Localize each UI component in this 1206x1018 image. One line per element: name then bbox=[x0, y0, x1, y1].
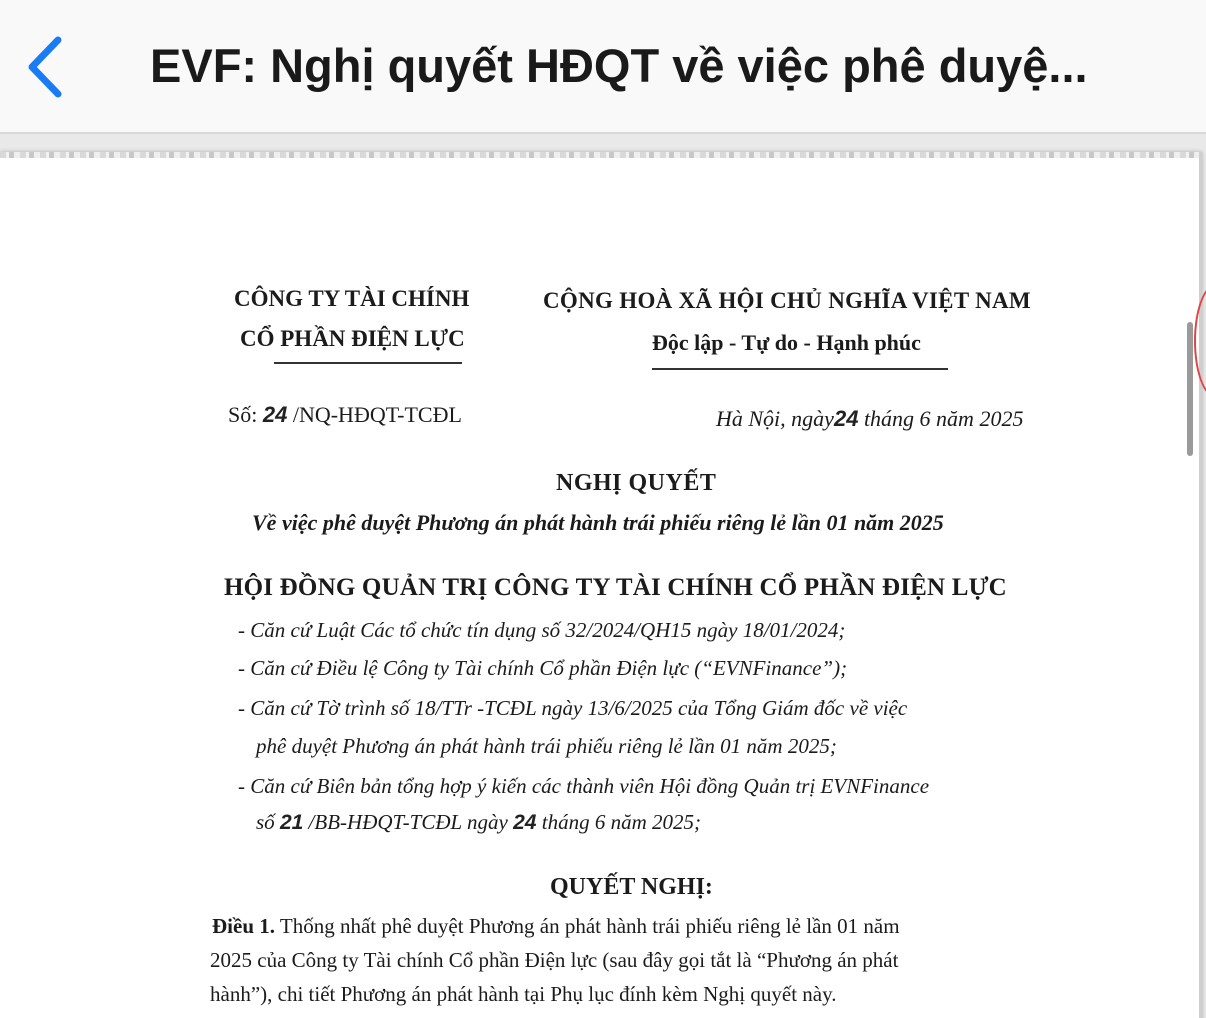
legal-basis-4-cont: số 21 /BB-HĐQT-TCĐL ngày 24 tháng 6 năm 2025; bbox=[256, 810, 701, 834]
nation-header: CỘNG HOÀ XÃ HỘI CHỦ NGHĨA VIỆT NAM bbox=[543, 288, 1031, 313]
company-name-line2: CỔ PHẦN ĐIỆN LỰC bbox=[240, 326, 465, 351]
article-1-line3: hành”), chi tiết Phương án phát hành tại Phụ lục đính kèm Nghị quyết này. bbox=[210, 982, 837, 1006]
handwritten-date-day: 24 bbox=[833, 406, 859, 431]
legal-basis-4: - Căn cứ Biên bản tổng hợp ý kiến các thành viên Hội đồng Quản trị EVNFinance bbox=[238, 774, 930, 798]
decision-heading: QUYẾT NGHỊ: bbox=[550, 874, 713, 900]
company-name-line1: CÔNG TY TÀI CHÍNH bbox=[234, 286, 470, 311]
article-label: Điều 1. bbox=[212, 914, 275, 938]
vertical-scrollbar[interactable] bbox=[1187, 322, 1193, 456]
motto-underline bbox=[652, 368, 948, 370]
reference-number: Số: 24 /NQ-HĐQT-TCĐL bbox=[228, 402, 462, 427]
article-1-line1: Điều 1. Thống nhất phê duyệt Phương án phát hành trái phiếu riêng lẻ lần 01 năm bbox=[212, 914, 900, 938]
handwritten-ref-number: 24 bbox=[262, 402, 288, 427]
nation-motto: Độc lập - Tự do - Hạnh phúc bbox=[652, 330, 921, 355]
resolution-title: NGHỊ QUYẾT bbox=[556, 470, 717, 496]
legal-basis-3-cont: phê duyệt Phương án phát hành trái phiếu riêng lẻ lần 01 năm 2025; bbox=[256, 734, 837, 758]
page-scan-edge bbox=[0, 152, 1202, 158]
back-button[interactable] bbox=[22, 34, 72, 100]
chevron-left-icon bbox=[22, 34, 72, 100]
handwritten-minutes-day: 24 bbox=[513, 811, 537, 834]
legal-basis-1: - Căn cứ Luật Các tổ chức tín dụng số 32/2024/QH15 ngày 18/01/2024; bbox=[238, 618, 846, 642]
resolution-subtitle: Về việc phê duyệt Phương án phát hành trái phiếu riêng lẻ lần 01 năm 2025 bbox=[252, 510, 944, 535]
board-heading: HỘI ĐỒNG QUẢN TRỊ CÔNG TY TÀI CHÍNH CỔ PHẦN ĐIỆN LỰC bbox=[224, 574, 1007, 601]
article-1-line2: 2025 của Công ty Tài chính Cổ phần Điện lực (sau đây gọi tắt là “Phương án phát bbox=[210, 948, 899, 972]
navigation-bar bbox=[0, 0, 1206, 134]
page-right-edge bbox=[1199, 152, 1202, 1018]
legal-basis-2: - Căn cứ Điều lệ Công ty Tài chính Cổ phần Điện lực (“EVNFinance”); bbox=[238, 656, 848, 680]
legal-basis-3: - Căn cứ Tờ trình số 18/TTr -TCĐL ngày 13/6/2025 của Tổng Giám đốc về việc bbox=[238, 696, 908, 720]
issue-date: Hà Nội, ngày24 tháng 6 năm 2025 bbox=[716, 406, 1024, 431]
document-page bbox=[0, 152, 1202, 1018]
pdf-viewer[interactable] bbox=[0, 134, 1206, 1018]
company-underline bbox=[274, 362, 462, 364]
handwritten-minutes-number: 21 bbox=[279, 811, 304, 834]
document-title: EVF: Nghị quyết HĐQT về việc phê duyệ... bbox=[150, 39, 1088, 92]
